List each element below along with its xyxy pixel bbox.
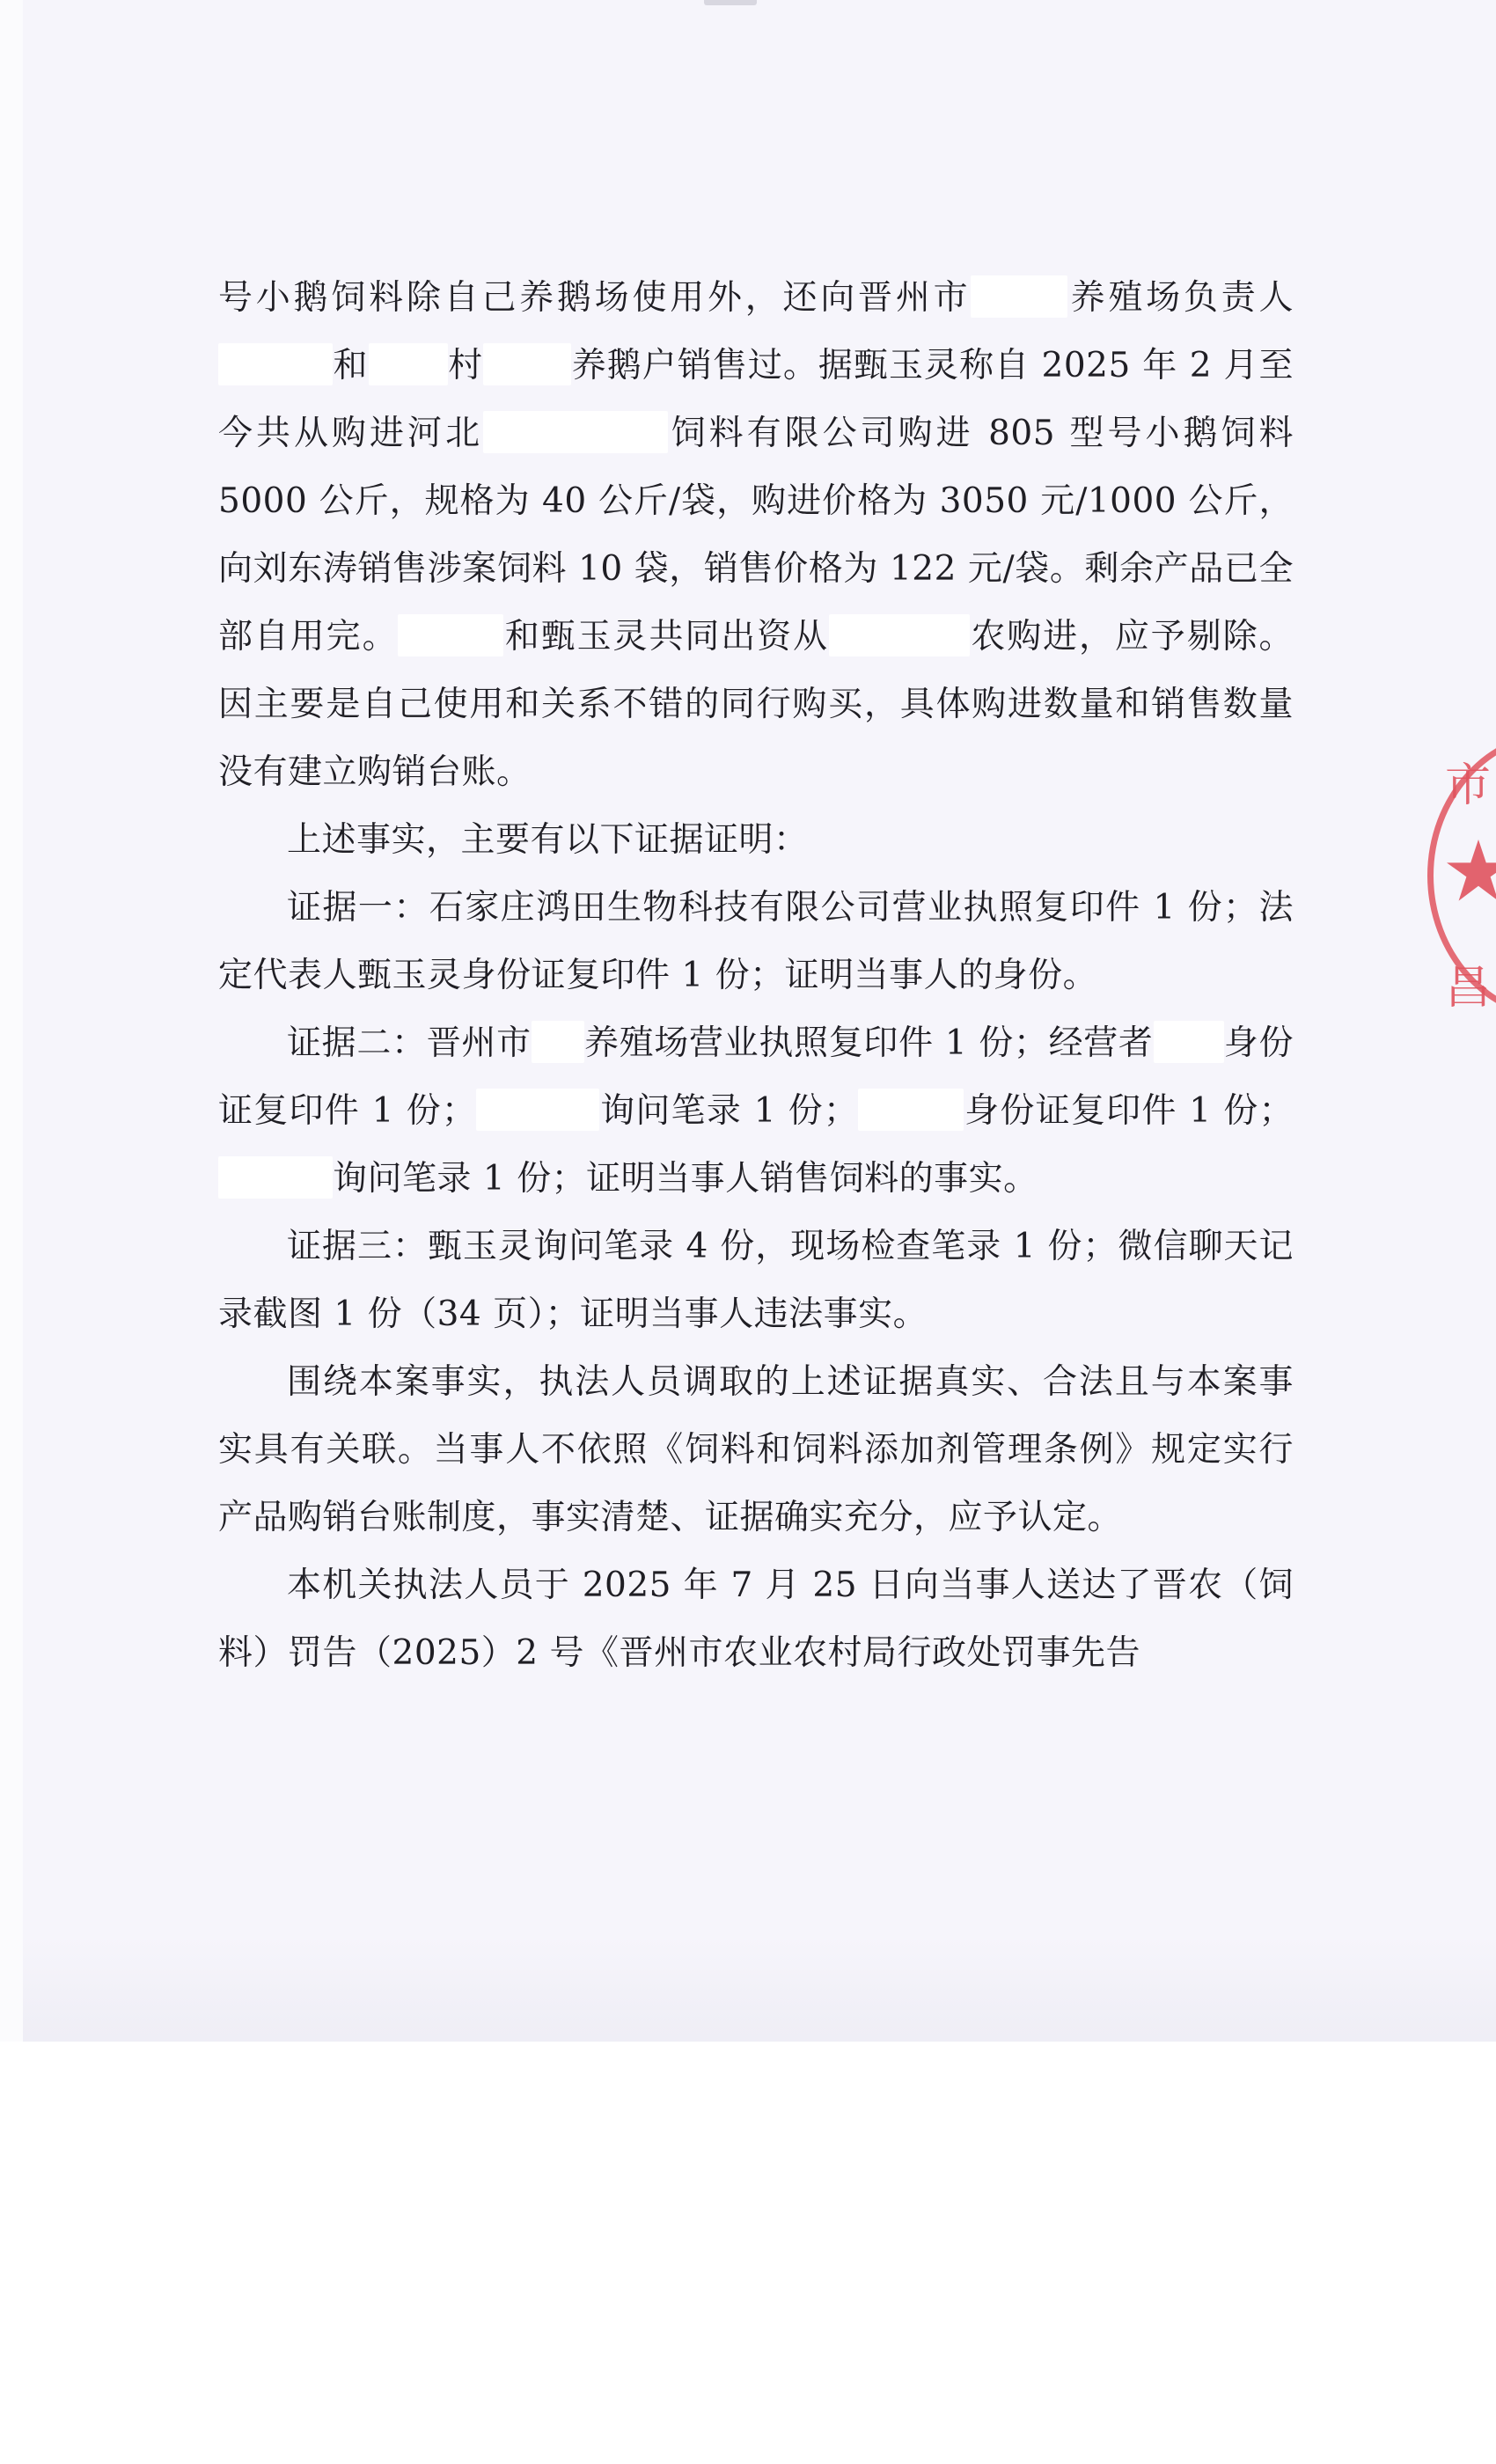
text-segment: 养殖场负责人 [1067,278,1294,318]
redaction-block [218,343,333,385]
paragraph [218,806,1294,874]
seal-star-icon [1443,836,1496,906]
redaction-block [483,343,571,385]
redaction-block [829,614,970,656]
text-segment: 饲料有限公司购进 805 型号小鹅饲料 5000 公斤，规格为 40 公斤/袋，购进价格为 3050 元/1000 公斤，向刘东涛销售涉案饲料 10 袋，销售价格为 122 元/袋。剩余产品已全部自用完。 [218,414,1294,656]
redaction-block [476,1089,599,1131]
text-segment: 本机关执法人员于 2025 年 7 月 25 日向当事人送达了晋农（饲料）罚告（2025）2 号《晋州市农业农村局行政处罚事先告 [218,1566,1294,1673]
text-segment: 询问笔录 1 份； [599,1091,859,1131]
scan-top-mark [704,0,757,5]
paragraph [218,1551,1294,1687]
paragraph [218,1009,1294,1213]
text-segment: 证据一：石家庄鸿田生物科技有限公司营业执照复印件 1 份；法定代表人甄玉灵身份证复印件 1 份；证明当事人的身份。 [218,888,1294,995]
seal-char-2: 昌 [1445,962,1492,1015]
text-segment: 村 [447,346,484,385]
redaction-block [218,1156,333,1199]
redaction-block [532,1021,584,1063]
redaction-block [858,1089,964,1131]
paragraph [218,874,1294,1009]
text-segment: 询问笔录 1 份；证明当事人销售饲料的事实。 [333,1159,1038,1199]
redaction-block [971,275,1067,318]
redaction-block [398,614,503,656]
seal-char-1: 市 [1445,759,1492,812]
text-segment: 证据三：甄玉灵询问笔录 4 份，现场检查笔录 1 份；微信聊天记录截图 1 份（34 页）；证明当事人违法事实。 [218,1227,1294,1334]
redaction-block [369,343,448,385]
scan-left-margin [0,0,23,2042]
text-segment: 身份证复印件 1 份； [218,1023,1294,1131]
text-segment: 上述事实，主要有以下证据证明： [287,820,809,860]
paragraph [218,1213,1294,1348]
paragraph [218,1348,1294,1551]
text-segment: 和甄玉灵共同出资从 [503,617,829,656]
document-body [218,264,1294,1687]
official-seal-partial [1427,730,1496,1021]
text-segment: 和 [333,346,369,385]
redaction-block [1154,1021,1224,1063]
redaction-block [483,411,668,453]
text-segment: 身份证复印件 1 份； [964,1091,1294,1131]
text-segment: 围绕本案事实，执法人员调取的上述证据真实、合法且与本案事实具有关联。当事人不依照《饲料和饲料添加剂管理条例》规定实行产品购销台账制度，事实清楚、证据确实充分，应予认定。 [218,1362,1294,1537]
text-segment: 养鹅户销售过。据甄玉灵称自 2025 年 2 月至今共从购进河北 [218,346,1294,453]
text-segment: 证据二：晋州市 [287,1023,532,1063]
text-segment: 农购进，应予剔除。因主要是自己使用和关系不错的同行购买，具体购进数量和销售数量没有建立购销台账。 [218,617,1294,792]
paragraph [218,264,1294,806]
text-segment: 养殖场营业执照复印件 1 份；经营者 [583,1023,1154,1063]
text-segment: 号小鹅饲料除自己养鹅场使用外，还向晋州市 [218,278,972,318]
scan-bottom-shade [23,1936,1496,2042]
